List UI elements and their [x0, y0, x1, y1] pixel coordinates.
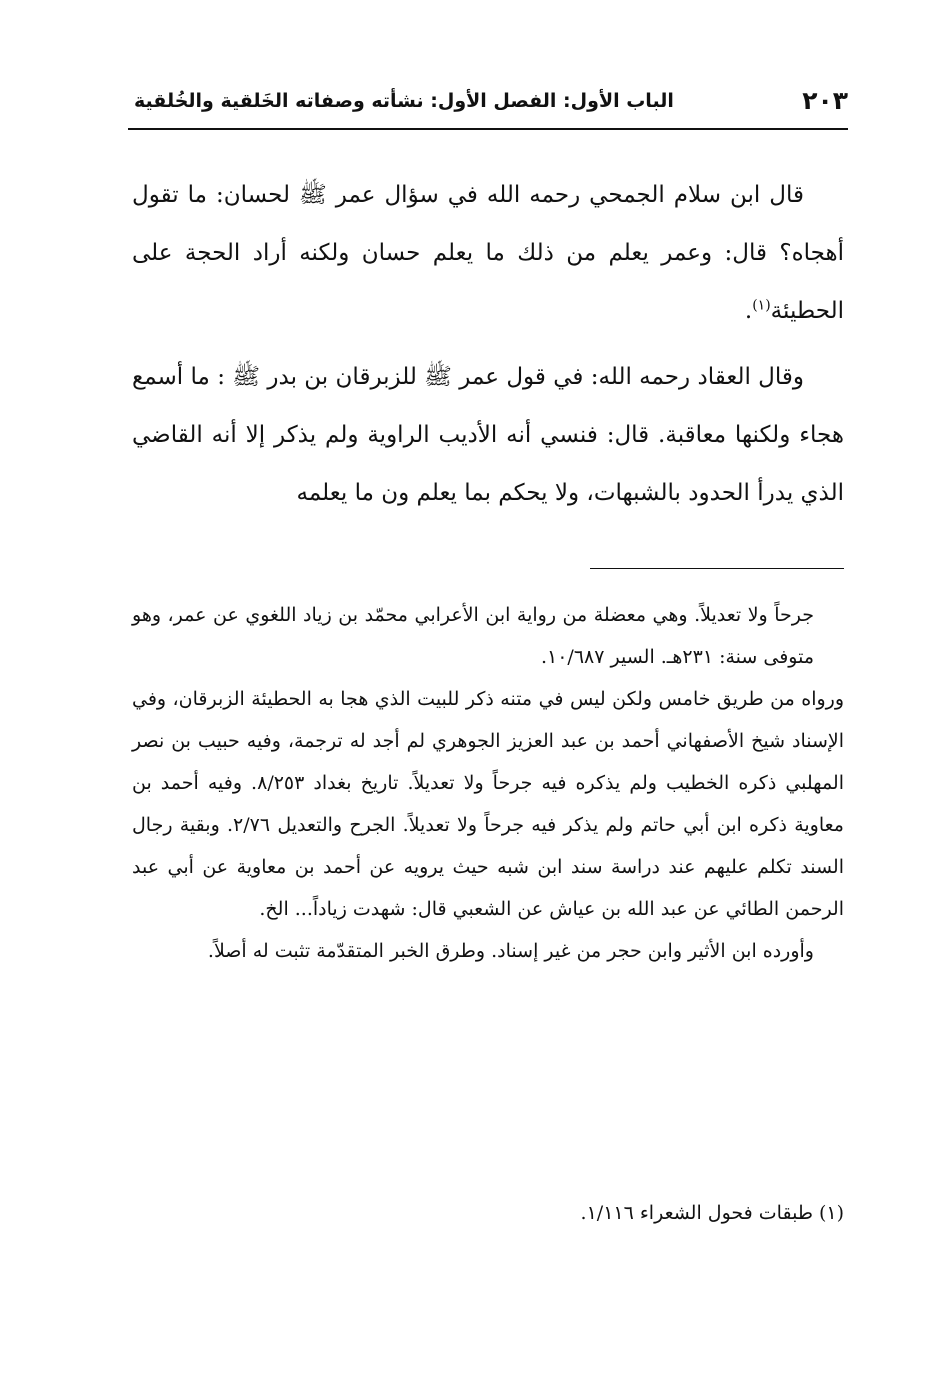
note-paragraph: جرحاً ولا تعديلاً. وهي معضلة من رواية ابن الأعرابي محمّد بن زياد اللغوي عن عمر، وهو متوفى سنة: ٢٣١هـ. السير ١٠/٦٨٧. [132, 604, 814, 668]
running-title: الباب الأول: الفصل الأول: نشأته وصفاته الخَلقية والخُلقية [134, 90, 674, 112]
page-header [128, 84, 848, 126]
footnote-item [132, 1192, 844, 1234]
footnote-separator [590, 568, 844, 569]
note-paragraph: وأورده ابن الأثير وابن حجر من غير إسناد. وطرق الخبر المتقدّمة تثبت له أصلاً. [207, 940, 814, 962]
body-paragraph: وقال العقاد رحمه الله: في قول عمر ﷺ للزبرقان بن بدر ﷺ : ما أسمع هجاء ولكنها معاقبة. قال: فنسي أنه الأديب الراوية ولم يذكر إلا أنه القاضي الذي يدرأ الحدود بالشبهات، ولا يحكم بما يعلم ون ما يعلمه [132, 364, 844, 506]
footnote-continuation [132, 594, 844, 972]
body-paragraph-text: قال ابن سلام الجمحي رحمه الله في سؤال عمر ﷺ لحسان: ما تقول أهجاه؟ قال: وعمر يعلم من ذلك ما يعلم حسان ولكنه أراد الحجة على الحطيئة [132, 182, 844, 324]
page-number: ٢٠٣ [802, 86, 848, 115]
footnote-reference: (١) [752, 297, 771, 314]
footnote-list [132, 1192, 844, 1234]
header-rule [128, 128, 848, 130]
sentence-end: . [744, 298, 753, 324]
note-paragraph: ورواه من طريق خامس ولكن ليس في متنه ذكر للبيت الذي هجا به الحطيئة الزبرقان، وفي الإسناد شيخ الأصفهاني أحمد بن عبد العزيز الجوهري لم أجد له ترجمة، وفيه حبيب بن نصر المهلبي ذكره الخطيب ولم يذكره فيه جرحاً ولا تعديلاً. تاريخ بغداد ٨/٢٥٣. وفيه أحمد بن معاوية ذكره ابن أبي حاتم ولم يذكر فيه جرحاً ولا تعديلاً. الجرح والتعديل ٢/٧٦. وبقية رجال السند تكلم عليهم عند دراسة سند ابن شبه حيث يرويه عن أحمد بن معاوية عن أبي عبد الرحمن الطائي عن عبد الله بن عياش عن الشعبي قال: شهدت زياداً... الخ. [132, 688, 844, 920]
footnote-text: طبقات فحول الشعراء ١/١١٦. [580, 1202, 813, 1224]
main-text [132, 166, 844, 522]
footnote-marker: (١) [818, 1202, 844, 1224]
body-paragraph [132, 166, 844, 340]
